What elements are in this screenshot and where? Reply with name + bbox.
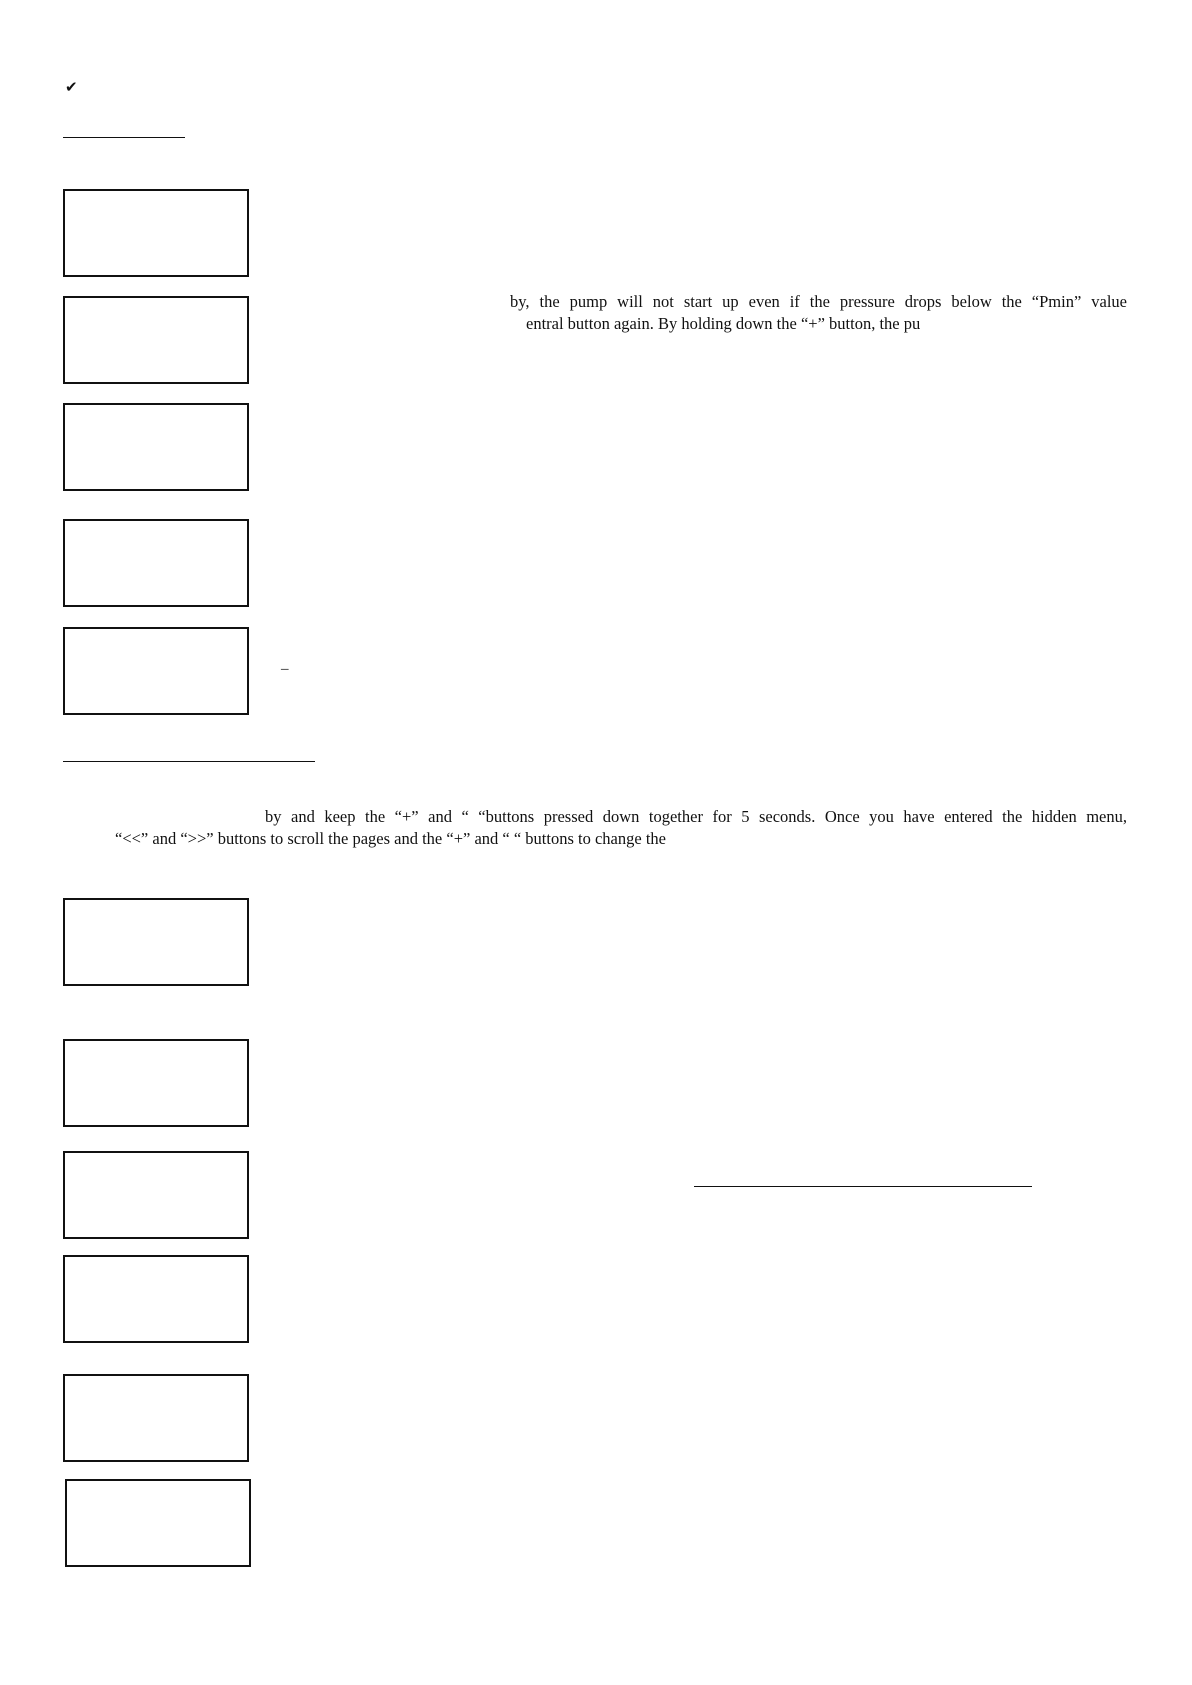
hidden-menu-text-line-2: “<<” and “>>” buttons to scroll the pages and the “+” and “ “ buttons to change the [115, 829, 666, 848]
display-box-1 [63, 189, 249, 277]
section-heading-underline [63, 137, 185, 138]
display-box-2 [63, 296, 249, 384]
emphasis-underline [694, 1186, 1032, 1187]
standby-text-line-1: by, the pump will not start up even if the pressure drops below the “Pmin” value [510, 292, 1127, 311]
display-box-7 [63, 1039, 249, 1127]
hidden-menu-text-line-1: by and keep the “+” and “ “buttons pressed down together for 5 seconds. Once you have entered the hidden menu, [265, 807, 1127, 826]
display-box-6 [63, 898, 249, 986]
display-box-5 [63, 627, 249, 715]
display-box-8 [63, 1151, 249, 1239]
checkmark-icon: ✔ [65, 78, 78, 96]
display-box-10 [63, 1374, 249, 1462]
dash-mark: – [281, 661, 289, 677]
display-box-3 [63, 403, 249, 491]
hidden-menu-heading-underline [63, 761, 315, 762]
display-box-11 [65, 1479, 251, 1567]
display-box-4 [63, 519, 249, 607]
display-box-9 [63, 1255, 249, 1343]
standby-text-line-2: entral button again. By holding down the “+” button, the pu [526, 314, 921, 333]
